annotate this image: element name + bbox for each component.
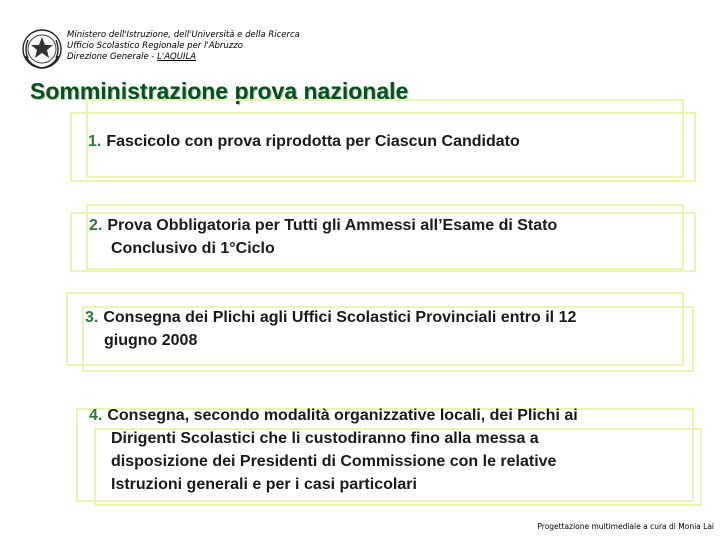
item-text-line: Consegna dei Plichi agli Uffici Scolastici Provinciali entro il 12 [103, 309, 577, 326]
item-text-line: Prova Obbligatoria per Tutti gli Ammessi all’Esame di Stato [107, 217, 558, 234]
item-number: 2. [89, 217, 103, 234]
header-institution [67, 30, 300, 63]
item-text-line: Conclusivo di 1°Ciclo [111, 240, 275, 257]
header-line-ministry: Ministero dell'Istruzione, dell'Università e della Ricerca [67, 30, 300, 40]
page-title: Somministrazione prova nazionale [30, 78, 409, 104]
header-city: L'AQUILA [157, 52, 197, 62]
item-number: 1. [88, 133, 102, 150]
list-item-1 [88, 130, 520, 153]
item-text-line: Istruzioni generali e per i casi particolari [111, 476, 417, 493]
item-text-line: giugno 2008 [104, 332, 198, 349]
item-text-line: Dirigenti Scolastici che li custodiranno fino alla messa a [111, 430, 539, 447]
item-text-line: Fascicolo con prova riprodotta per Ciascun Candidato [106, 133, 520, 150]
list-item-2 [89, 214, 557, 260]
item-text-line: disposizione dei Presidenti di Commissione con le relative [111, 453, 557, 470]
header-direction-prefix: Direzione Generale - [67, 52, 158, 62]
header-line-office: Ufficio Scolastico Regionale per l'Abruzzo [67, 41, 243, 51]
list-item-3 [85, 306, 576, 352]
footer-credit: Progettazione multimediale a cura di Monia Lai [537, 522, 714, 531]
list-item-4 [89, 404, 578, 496]
republic-emblem-icon [20, 26, 64, 72]
item-number: 4. [89, 407, 103, 424]
item-number: 3. [85, 309, 99, 326]
item-text-line: Consegna, secondo modalità organizzative locali, dei Plichi ai [107, 407, 578, 424]
header-line-direction [67, 52, 300, 63]
